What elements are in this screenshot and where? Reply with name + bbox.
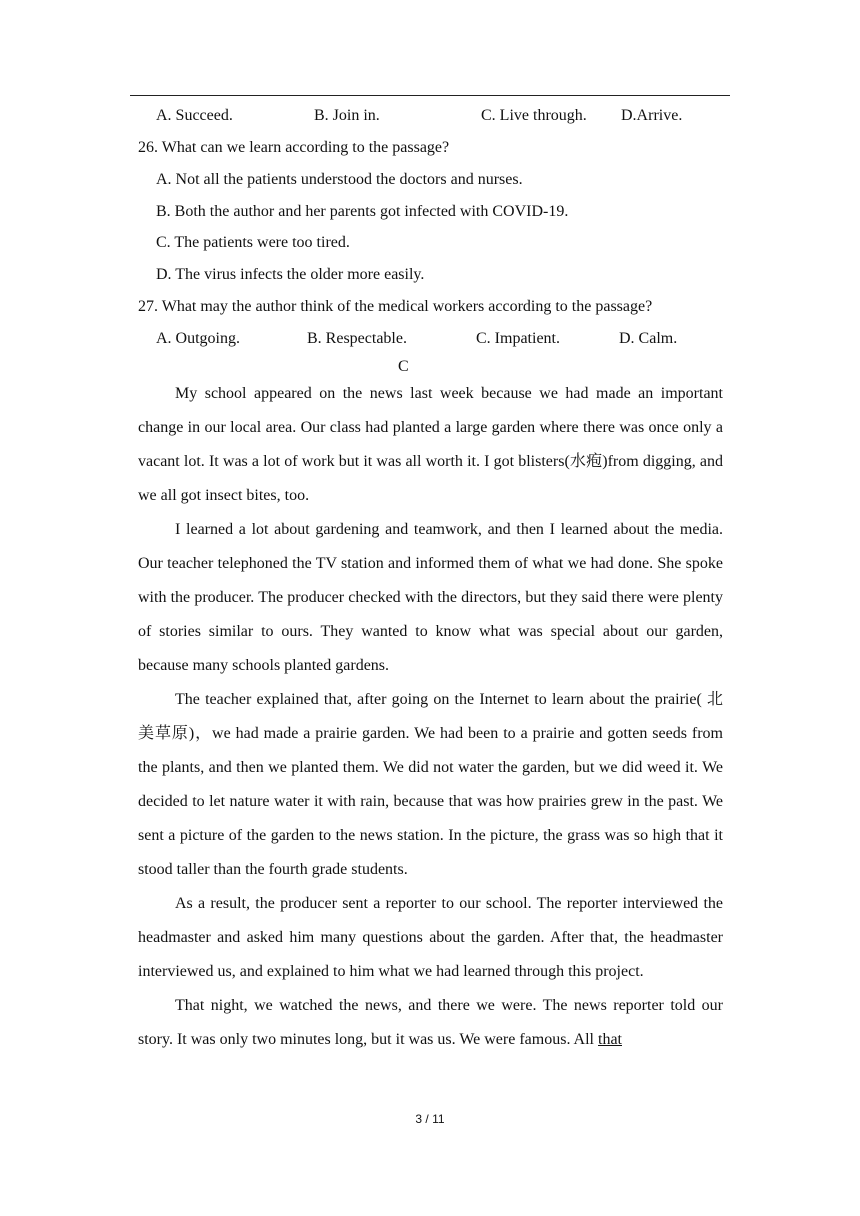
last-paragraph-text: That night, we watched the news, and there we were. The news reporter told our story. It was only two minutes long, but it was us. We were famous. All <box>138 997 723 1048</box>
q27-option-d: D. Calm. <box>619 330 678 347</box>
passage-paragraph-last <box>138 989 723 1057</box>
q26-option-a: A. Not all the patients understood the doctors and nurses. <box>156 171 523 188</box>
q27-option-b: B. Respectable. <box>307 330 407 347</box>
header-rule <box>130 95 730 96</box>
q27-option-c: C. Impatient. <box>476 330 560 347</box>
q26-option-d: D. The virus infects the older more easily. <box>156 266 425 283</box>
passage <box>138 377 723 1057</box>
page-number: 3 / 11 <box>415 1112 445 1126</box>
q25-option-d: D.Arrive. <box>621 107 683 124</box>
passage-paragraph: As a result, the producer sent a reporter to our school. The reporter interviewed the headmaster and asked him many questions about the garden. After that, the headmaster interviewed us, and explained to him what we had learned through this project. <box>138 895 723 980</box>
section-title: C <box>398 358 409 375</box>
q26-option-c: C. The patients were too tired. <box>156 234 350 251</box>
q26-option-b: B. Both the author and her parents got infected with COVID-19. <box>156 203 569 220</box>
q25-option-b: B. Join in. <box>314 107 380 124</box>
q25-option-a: A. Succeed. <box>156 107 233 124</box>
q25-option-c: C. Live through. <box>481 107 587 124</box>
passage-paragraph: The teacher explained that, after going on the Internet to learn about the prairie( 北 美草原)，we had made a prairie garden. We had been to a prairie and gotten seeds from the plants, and then we planted them. We did not water the garden, but we did weed it. We decided to let nature water it with rain, because that was how prairies grew in the past. We sent a picture of the garden to the news station. In the picture, the grass was so high that it stood taller than the fourth grade students. <box>138 691 723 878</box>
q26-stem: 26. What can we learn according to the passage? <box>138 139 450 156</box>
q27-stem: 27. What may the author think of the medical workers according to the passage? <box>138 298 653 315</box>
passage-paragraph: I learned a lot about gardening and teamwork, and then I learned about the media. Our teacher telephoned the TV station and informed them of what we had done. She spoke with the producer. The producer checked with the directors, but they said there were plenty of stories similar to ours. They wanted to know what was special about our garden, because many schools planted gardens. <box>138 521 723 674</box>
q27-option-a: A. Outgoing. <box>156 330 240 347</box>
underlined-word: that <box>598 1031 622 1048</box>
passage-paragraph: My school appeared on the news last week because we had made an important change in our local area. Our class had planted a large garden where there was once only a vacant lot. It was a lot of work but it was all worth it. I got blisters(水疱)from digging, and we all got insect bites, too. <box>138 385 723 504</box>
